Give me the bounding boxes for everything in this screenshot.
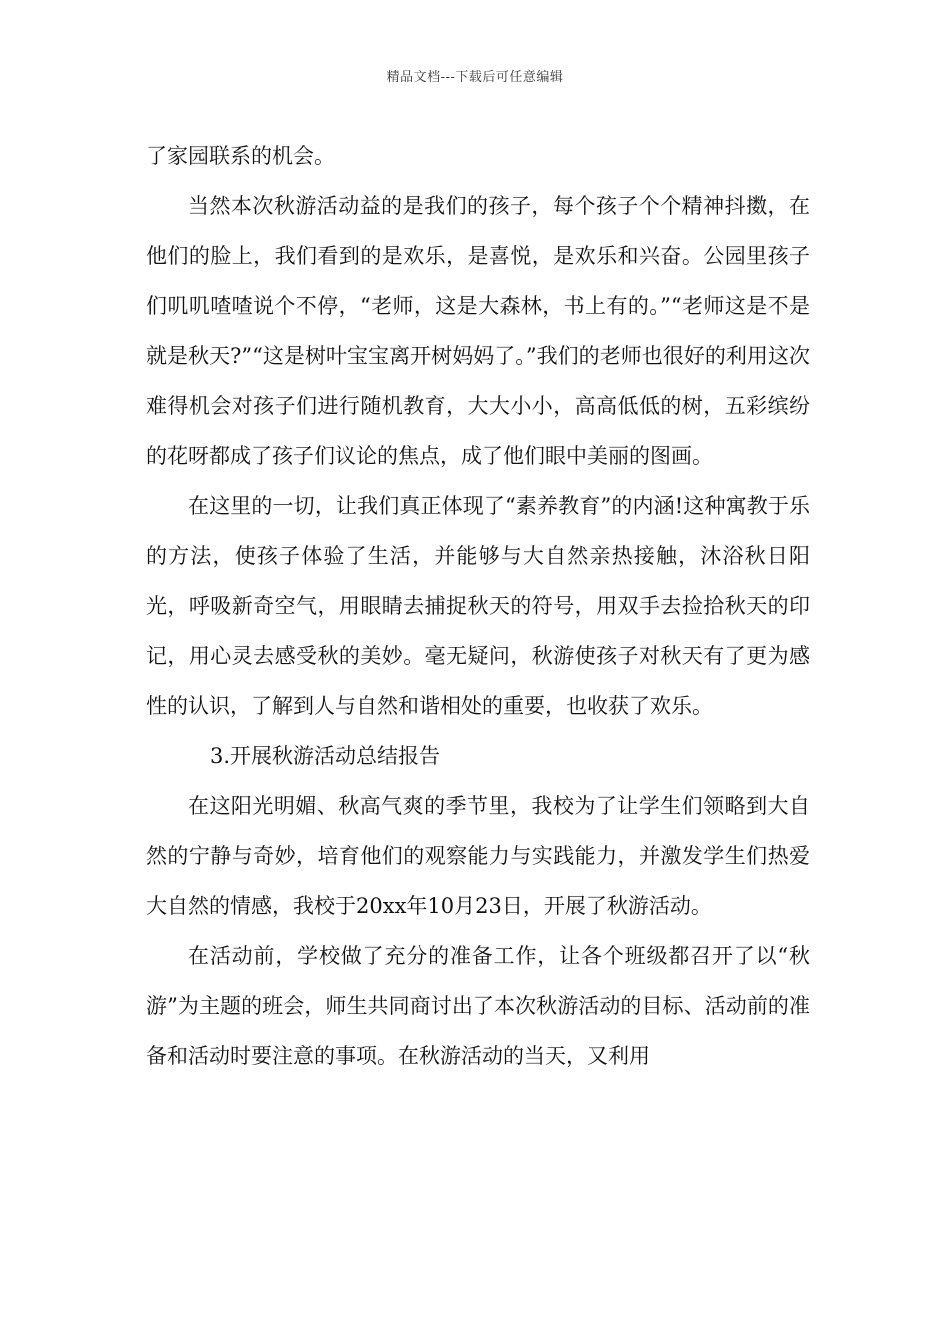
section-heading: 3.开展秋游活动总结报告 <box>210 744 441 768</box>
page-header: 精品文档---下载后可任意编辑 <box>386 70 564 85</box>
paragraph-quality-education: 在这里的一切，让我们真正体现了“素养教育”的内涵!这种寓教于乐的方法，使孩子体验了生活，并能够与大自然亲热接触，沐浴秋日阳光，呼吸新奇空气，用眼睛去捕捉秋天的符号，用双手去捡拾秋天的印记，用心灵去感受秋的美妙。毫无疑问，秋游使孩子对秋天有了更为感性的认识，了解到人与自然和谐相处的重要，也收获了欢乐。 <box>146 494 810 718</box>
paragraph-preparation: 在活动前，学校做了充分的准备工作，让各个班级都召开了以“秋游”为主题的班会，师生共同商讨出了本次秋游活动的目标、活动前的准备和活动时要注意的事项。在秋游活动的当天，又利用 <box>146 944 810 1068</box>
document-body <box>146 131 810 1081</box>
paragraph-autumn-outing-intro: 在这阳光明媚、秋高气爽的季节里，我校为了让学生们领略到大自然的宁静与奇妙，培育他们的观察能力与实践能力，并激发学生们热爱大自然的情感，我校于20xx年10月23日，开展了秋游活动。 <box>146 794 810 918</box>
paragraph-continuation: 了家园联系的机会。 <box>146 144 335 168</box>
paragraph-children-joy: 当然本次秋游活动益的是我们的孩子，每个孩子个个精神抖擞，在他们的脸上，我们看到的是欢乐，是喜悦，是欢乐和兴奋。公园里孩子们叽叽喳喳说个不停，“老师，这是大森林，书上有的。”“老师这是不是就是秋天?”“这是树叶宝宝离开树妈妈了。”我们的老师也很好的利用这次难得机会对孩子们进行随机教育，大大小小，高高低低的树，五彩缤纷的花呀都成了孩子们议论的焦点，成了他们眼中美丽的图画。 <box>146 194 810 468</box>
